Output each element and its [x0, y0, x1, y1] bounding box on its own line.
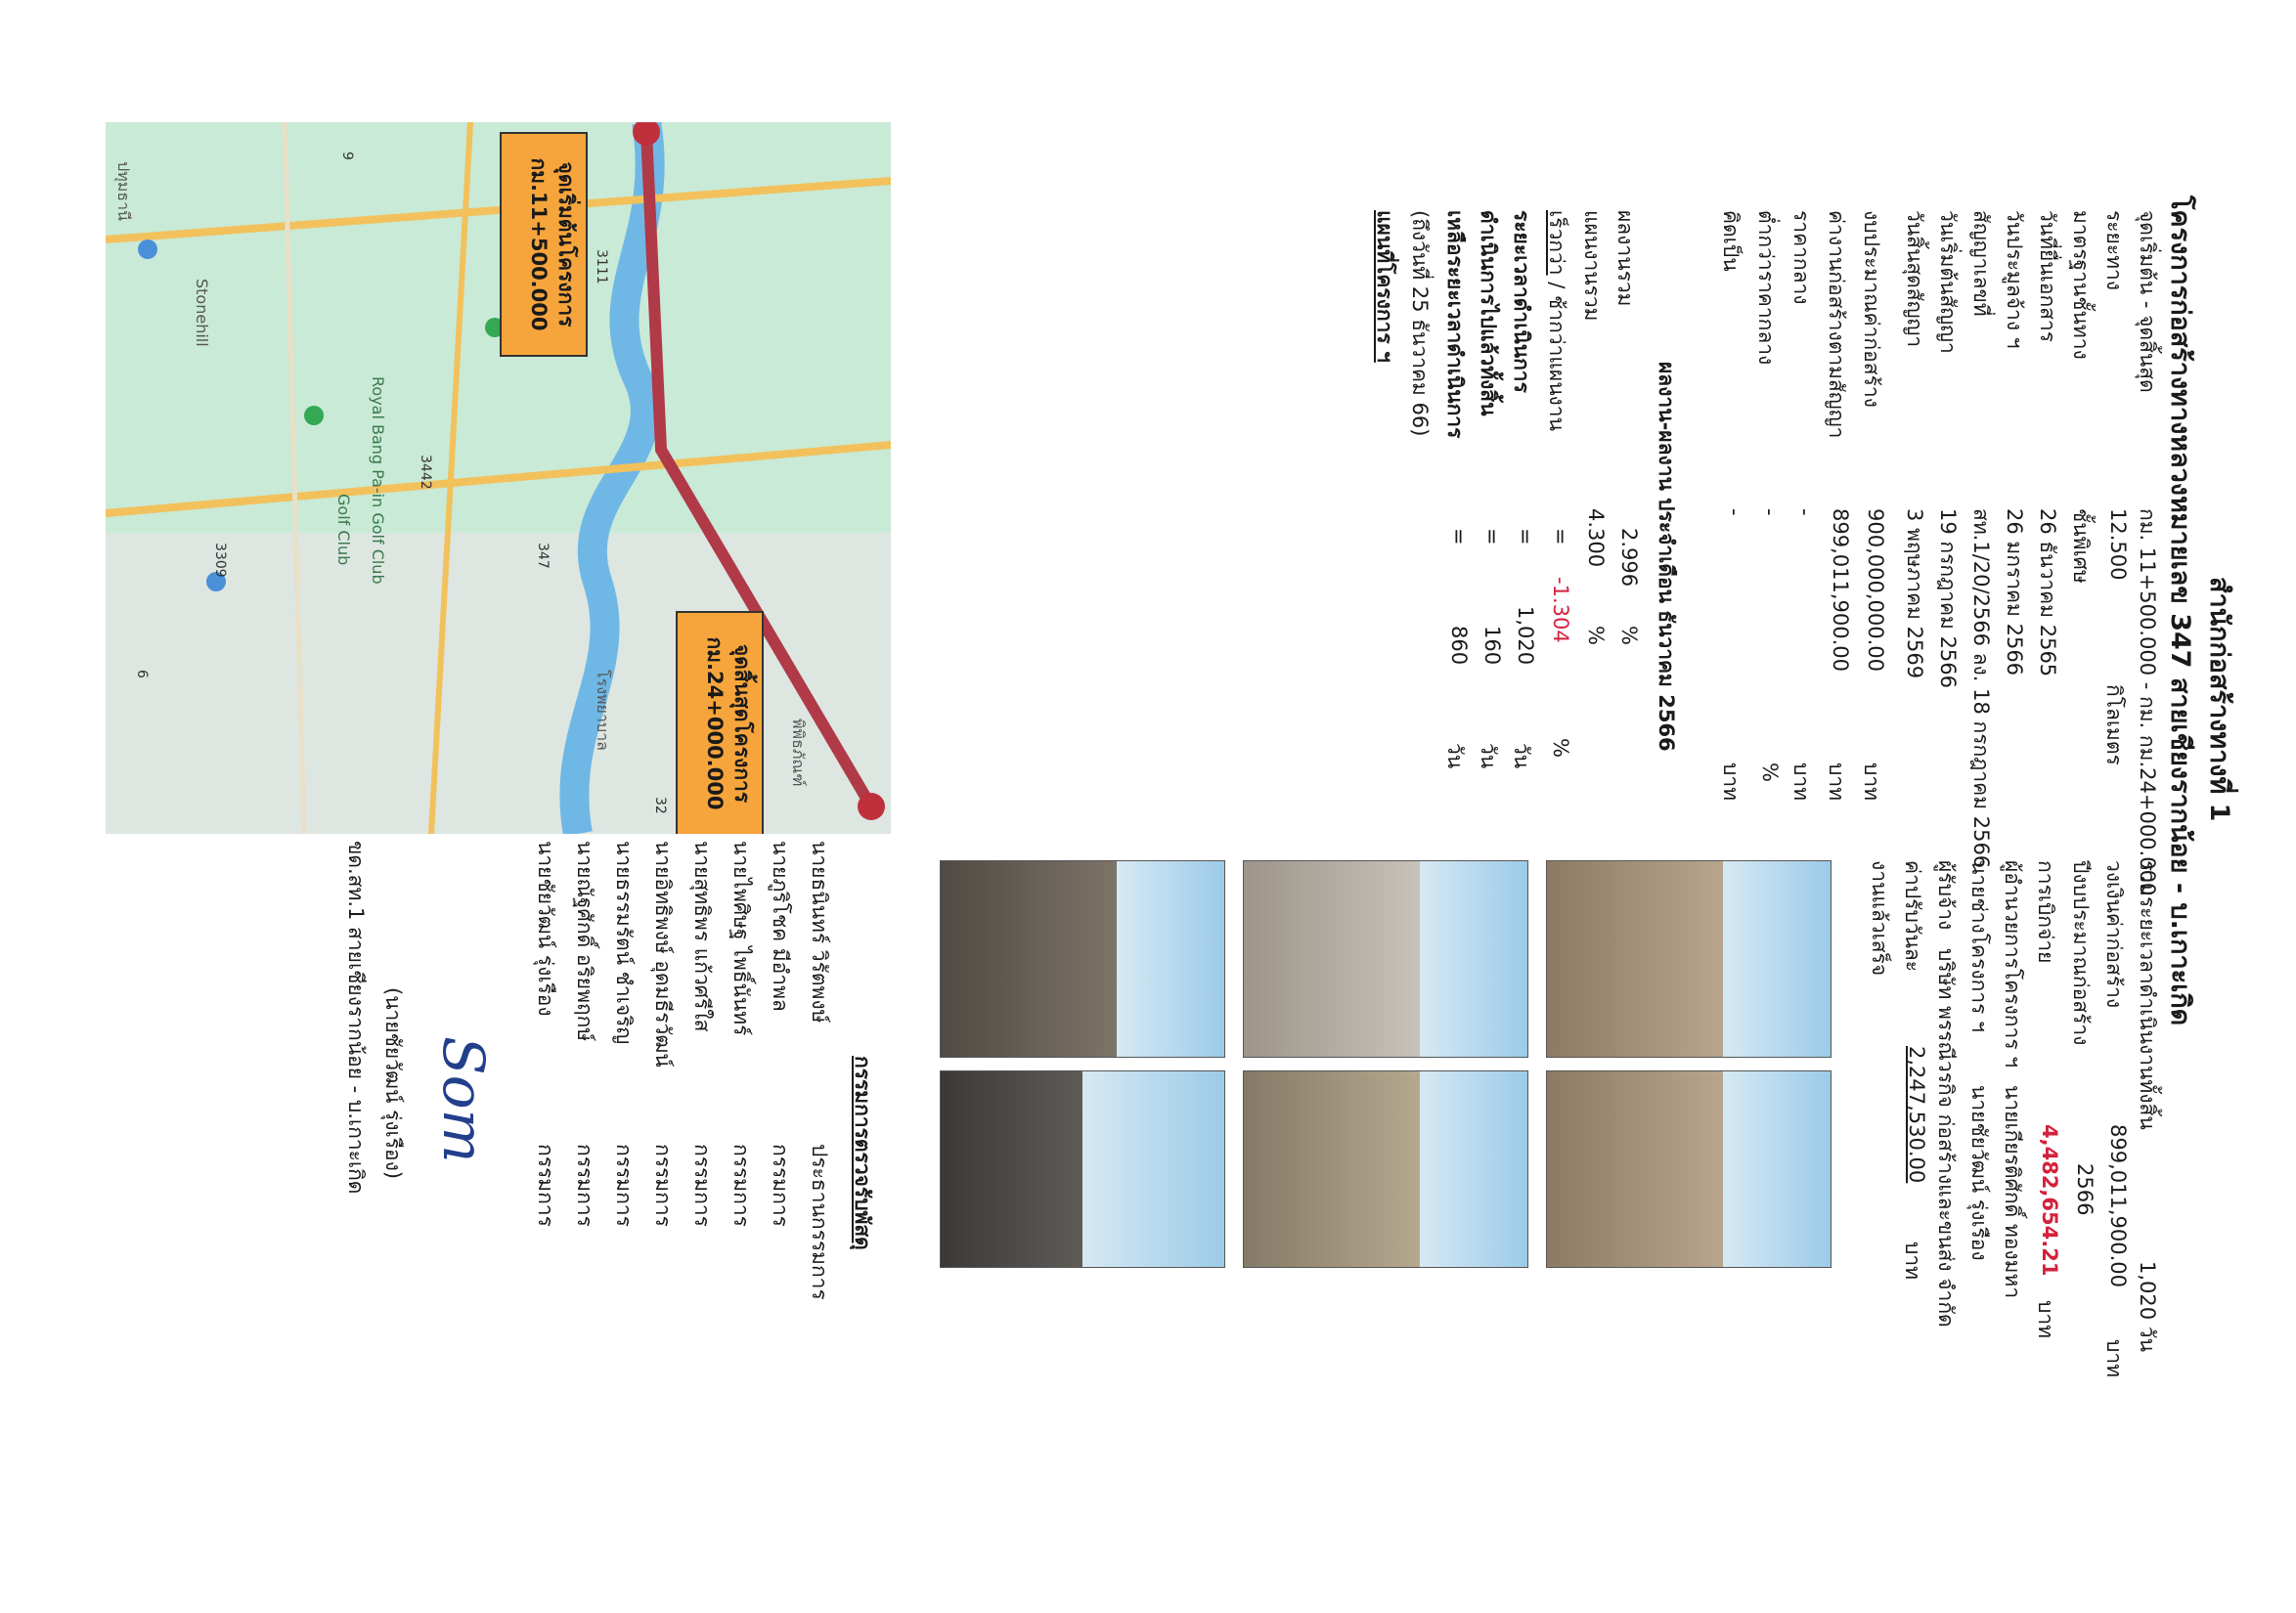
plan-label: แผนงานรวม [1580, 210, 1604, 322]
budget-row-value: 900,000,000.00 [1864, 508, 1887, 672]
map-label: Golf Club [334, 494, 353, 566]
budget-row-unit: บาท [1860, 763, 1883, 801]
budget-row-unit: บาท [1789, 763, 1813, 801]
info-row-value: 26 ธันวาคม 2565 [2036, 508, 2059, 677]
info-row-value: 26 มกราคม 2566 [2003, 508, 2026, 676]
info-row-label: วันเริ่มต้นสัญญา [1936, 210, 1960, 354]
info-row-label: มาตรฐานชั้นทาง [2069, 210, 2093, 360]
signer-name: (นายชัยวัฒน์ รุ่งเรือง) [381, 987, 405, 1180]
budget-row-unit: % [1758, 763, 1782, 782]
done-label: ดำเนินการไปแล้วทั้งสิ้น [1477, 210, 1500, 416]
info-row-label: วันประมูลจ้าง ฯ [2003, 210, 2026, 349]
map-graphic [106, 122, 891, 834]
committee-member-value: กรรมการ [612, 1144, 636, 1227]
committee-member-label: นายธรรมรัตน์ ชำเจริญ [612, 841, 636, 1045]
site-photo-1 [1546, 860, 1832, 1058]
budget-row-label: งบประมาณค่าก่อสร้าง [1860, 210, 1883, 408]
committee-member-label: นายชัยวัฒน์ รุ่งเรือง [534, 841, 557, 1017]
site-photo-5 [940, 860, 1225, 1058]
map-label: Stonehill [193, 279, 211, 347]
info-row-value: สท.1/20/2566 ลง. 18 กรกฎาคม 2566 [1969, 508, 1993, 869]
progress-title: ผลงาน-ผลงาน ประจำเดือน ธันวาคม 2566 [1655, 362, 1678, 752]
site-photo-3 [1243, 860, 1528, 1058]
committee-member-value: กรรมการ [573, 1144, 596, 1227]
status: งานแล้วเสร็จ [1868, 860, 1891, 977]
info-row-value: ชั้นพิเศษ [2069, 508, 2093, 584]
road-number: 32 [652, 797, 668, 814]
info-row-label: สัญญาเลขที่ [1969, 210, 1993, 317]
diff-label: เร็วกว่า / ช้ากว่าแผนงาน [1545, 210, 1568, 431]
info-row-unit: กิโลเมตร [2102, 684, 2126, 765]
committee-member-label: นายอิทธิพงษ์ อุดมธีรวัฒน์ [651, 841, 675, 1068]
budget-row-unit: บาท [1719, 763, 1743, 801]
site-photo-2 [1546, 1070, 1832, 1268]
info-row-label: วันที่ยื่นเอกสาร [2036, 210, 2059, 343]
done-value: 160 [1480, 626, 1504, 666]
info-row-value: 19 กรกฎาคม 2566 [1936, 508, 1960, 689]
plan-value: 4.300 [1584, 508, 1608, 568]
info-row-value: 12.500 [2106, 508, 2130, 581]
map-label: พิพิธภัณฑ์ [789, 719, 808, 787]
rotated-page: สำนักก่อสร้างทางที่ 1 โครงการก่อสร้างทางหลวงหมายเลข 347 สายเชียงรากน้อย - บ.เกาะเกิด จุดเริ่มต้น - จุดสิ้นสุด กม. 11+500.000 - กม. กม.24+000.000 ระยะทาง 12.500 กิโลเมตร มาตรฐานชั้นทาง ชั้นพิเศษ วันที่ยื่นเอกสาร 26 ธันวาคม 2565 วันประมูลจ้าง ฯ 26 มกราคม 2566 สัญญาเลขที่ สท.1/20/2566 ลง. 18 กรกฎาคม 2566 วันเริ่มต้นสัญญา 19 กรกฎาคม 2566 วันสิ้นสุดสัญญา 3 พฤษภาคม 2569 งบประมาณค่าก่อสร้าง 900,000,000.00 บาท ค่างานก่อสร้างตามสัญญา 899,011,900.00 บาท ราคากลาง - บาท ต่ำกว่าราคากลาง - % คิดเป็น - บาท ผลงาน-ผลงาน ประจำเดือน ธันวาคม 2566 ผลงานรวม 2.996 % แผนงานรวม 4.300 % เร็วกว่า / ช้ากว่าแผนงาน = -1.304 % ระยะเวลาดำเนินการ = 1,020 วัน ดำเนินการไปแล้วทั้งสิ้น = 160 วัน เหลือระยะเวลาดำเนินการ = 860 วัน (ถึงวันที่ 25 ธันวาคม 66) แผนที่โครงการ ฯ รวมระยะเวลาดำเนินงานทั้งสิ้น 1,020 วัน วงเงินค่าก่อสร้าง 899,011,900.00 บาท ปีงบประมาณก่อสร้าง 2566 การเบิกจ่าย 4,482,654.21 บาท ผู้อำนวยการโครงการ ฯ นายเกียรติศักดิ์ ทองมหา นายช่างโครงการ ฯ นายชัยวัฒน์ รุ่งเรือง ผู้รับจ้าง บริษัท พรรณีวรกิจ ก่อสร้างและขนส่ง จำกัด ค่าปรับวันละ 2,247,530.00 บาท งานแล้วเสร็จ Golf Club Royal Bang Pa-in Golf Club Stonehill พิพิธภัณฑ์ โรงพยาบาล 3309 3442 3111 347 32 9 6 ปทุมธานี จุดเริ่มต้นโครงการ กม.11+500.000 จุดสิ้นสุดโครงการ กม.24+000.000 กรรมการตรวจรับพัสดุ นายธนินทร์ วิรัตพงษ์ ประธานกรรมการ นายภูริโชค มีอำพล กรรมการ นายไพศิษฐ ไพธิ์นันทร์ กรรมการ นายสุทธิพร แก้วศรีใส กรรมการ นายอิทธิพงษ์ อุดมธีรวัฒน์ กรรมการ นายธรรมรัตน์ ชำเจริญ กรรมการ นายณัฐศักดิ์ อริยพฤกษ์ กรรมการ นายชัยวัฒน์ รุ่งเรือง กรรมการ Som (นายชัยวัฒน์ รุ่งเรือง) ขด.สท.1 สายเชียงรากน้อย - บ.เกาะเกิด [0, 0, 2296, 1613]
site-photo-6 [940, 1070, 1225, 1268]
committee-member-value: กรรมการ [690, 1144, 714, 1227]
road-number: 3309 [212, 543, 228, 578]
actual-value: 2.996 [1617, 528, 1641, 588]
site-photo-4 [1243, 1070, 1528, 1268]
committee-member-label: นายสุทธิพร แก้วศรีใส [690, 841, 714, 1032]
committee-member-value: กรรมการ [769, 1144, 792, 1227]
budget-row-value: - [1793, 508, 1817, 516]
budget-row-label: ค่างานก่อสร้างตามสัญญา [1825, 210, 1848, 439]
budget-row-label: ราคากลาง [1789, 210, 1813, 305]
budget-row-value: - [1723, 508, 1746, 516]
start-callout: จุดเริ่มต้นโครงการ กม.11+500.000 [500, 132, 588, 357]
committee-member-label: นายภูริโชค มีอำพล [769, 841, 792, 1012]
signer-position: ขด.สท.1 สายเชียงรากน้อย - บ.เกาะเกิด [344, 841, 368, 1195]
end-marker [858, 793, 885, 820]
map-label: ปทุมธานี [114, 161, 133, 221]
budget-row-unit: บาท [1825, 763, 1848, 801]
end-callout: จุดสิ้นสุดโครงการ กม.24+000.000 [676, 611, 764, 834]
info-row-label: วันสิ้นสุดสัญญา [1903, 210, 1926, 348]
poi-icon [304, 406, 324, 425]
info-row-label: จุดเริ่มต้น - จุดสิ้นสุด [2136, 210, 2159, 393]
road-number: 3442 [418, 455, 433, 490]
road-number: 347 [535, 543, 551, 569]
map-caption: แผนที่โครงการ ฯ [1373, 210, 1396, 363]
actual-label: ผลงานรวม [1613, 210, 1637, 307]
budget-row-value: 899,011,900.00 [1829, 508, 1852, 672]
committee-member-value: กรรมการ [651, 1144, 675, 1227]
office-title: สำนักก่อสร้างทางที่ 1 [2204, 577, 2234, 822]
diff-value: -1.304 [1549, 577, 1572, 643]
signature: Som [430, 1036, 497, 1163]
elapsed-label: ระยะเวลาดำเนินการ [1510, 210, 1533, 393]
committee-title: กรรมการตรวจรับพัสดุ [851, 1056, 874, 1250]
budget-row-label: ต่ำกว่าราคากลาง [1754, 210, 1778, 366]
remaining-value: 860 [1447, 626, 1471, 666]
as-of-date: (ถึงวันที่ 25 ธันวาคม 66) [1408, 210, 1432, 437]
info-row-label: ระยะทาง [2102, 210, 2126, 291]
road-number: 6 [134, 670, 150, 678]
road-number: 3111 [594, 249, 609, 284]
map-label: โรงพยาบาล [594, 670, 612, 751]
committee-member-label: นายธนินทร์ วิรัตพงษ์ [808, 841, 831, 1024]
committee-member-value: กรรมการ [534, 1144, 557, 1227]
budget-row-label: คิดเป็น [1719, 210, 1743, 272]
committee-member-label: นายณัฐศักดิ์ อริยพฤกษ์ [573, 841, 596, 1042]
road-number: 9 [339, 152, 355, 160]
budget-row-value: - [1758, 508, 1782, 516]
duration-value: 1,020 วัน [2136, 1261, 2159, 1352]
project-map [106, 122, 891, 834]
committee-member-label: นายไพศิษฐ ไพธิ์นันทร์ [729, 841, 753, 1036]
disbursed-value: 4,482,654.21 [2038, 1124, 2061, 1277]
elapsed-value: 1,020 [1514, 606, 1537, 666]
committee-member-value: ประธานกรรมการ [808, 1144, 831, 1300]
remaining-label: เหลือระยะเวลาดำเนินการ [1443, 210, 1467, 439]
info-row-value: กม. 11+500.000 - กม. กม.24+000.000 [2136, 508, 2159, 896]
poi-icon [138, 240, 157, 259]
map-label: Royal Bang Pa-in Golf Club [369, 376, 387, 585]
committee-member-value: กรรมการ [729, 1144, 753, 1227]
info-row-value: 3 พฤษภาคม 2569 [1903, 508, 1926, 679]
project-title: โครงการก่อสร้างทางหลวงหมายเลข 347 สายเชียงรากน้อย - บ.เกาะเกิด [2165, 196, 2195, 1026]
